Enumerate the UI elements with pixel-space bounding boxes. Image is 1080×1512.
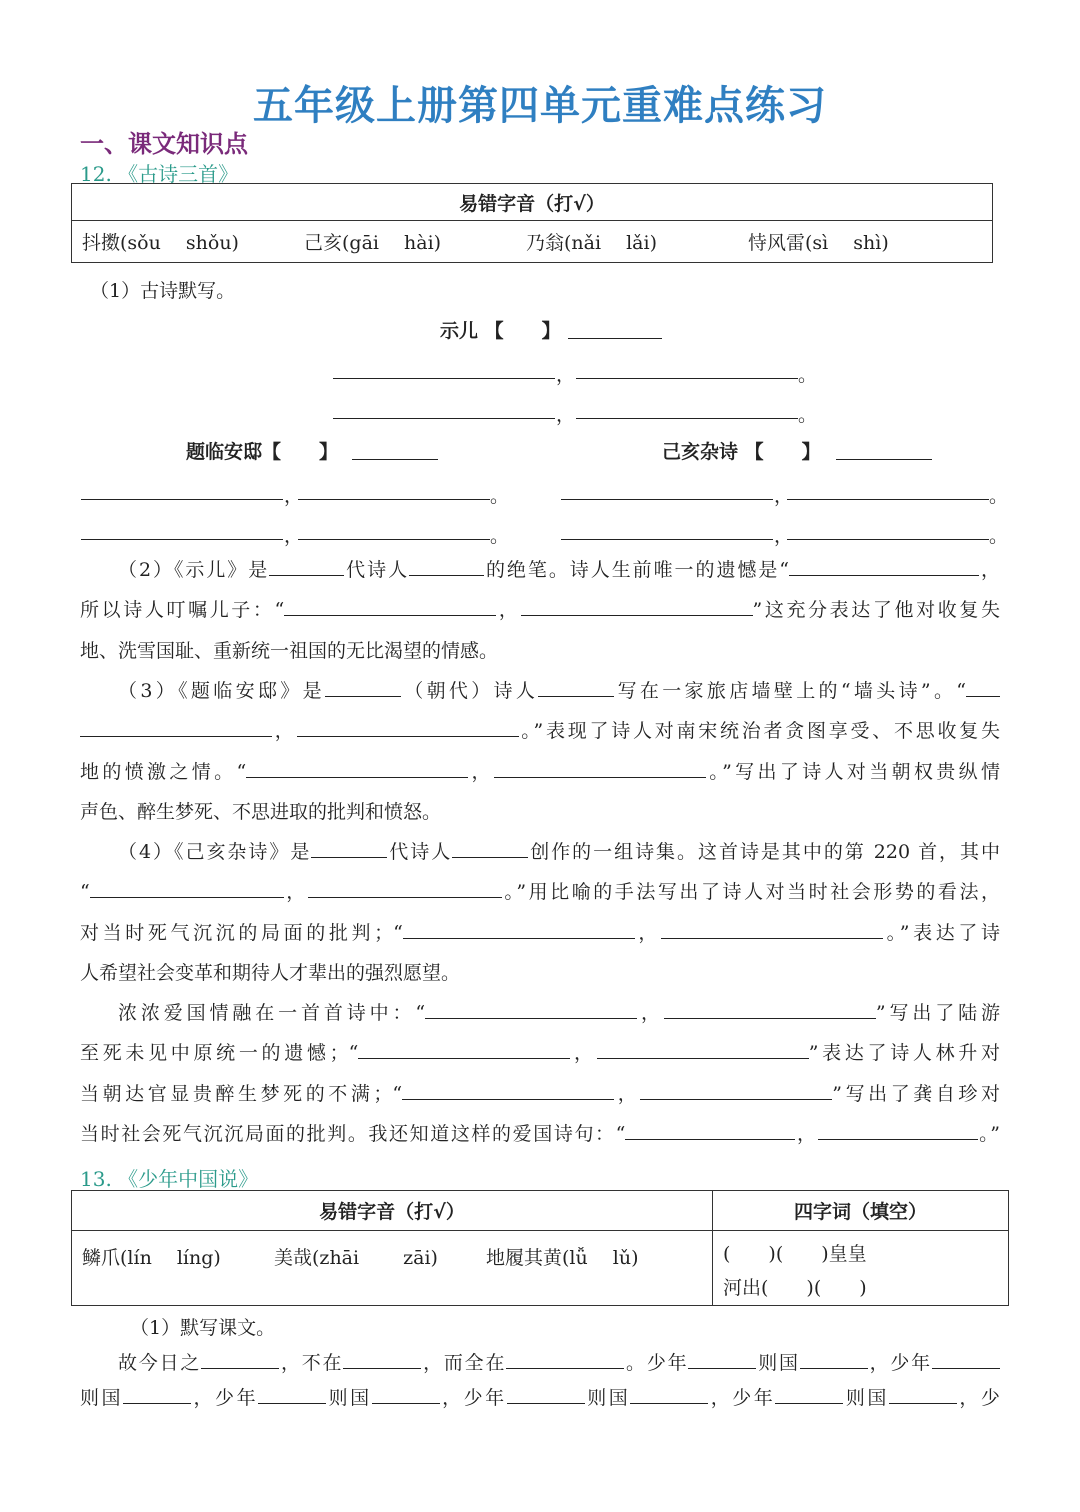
- answer-blank[interactable]: [81, 539, 283, 540]
- comma: ，: [284, 525, 304, 547]
- table-header-left: 易错字音（打√）: [72, 1191, 713, 1231]
- period: 。: [989, 525, 1009, 547]
- question-4: （4）《己亥杂诗》是 代诗人 创作的一组诗集。这首诗是其中的第 220 首，其中 “ ， 。”用比喻的手法写出了诗人对当时社会形势的看法， 对当时死气沉沉的局面的批判；“ ， 。”表达了诗 人希望社会变革和期待人才辈出的强烈愿望。: [80, 832, 1000, 993]
- word-item: ( )( )皇皇: [723, 1243, 867, 1265]
- answer-blank[interactable]: [325, 676, 401, 697]
- answer-blank[interactable]: [269, 555, 344, 576]
- pronunciation-table-12: [71, 183, 993, 263]
- answer-blank[interactable]: [521, 595, 753, 616]
- word-item: 河出( )( ): [723, 1277, 867, 1299]
- answer-blank[interactable]: [561, 539, 773, 540]
- question-3: （3）《题临安邸》是 （朝代）诗人 写在一家旅店墙壁上的“墙头诗”。“ ， 。”表现了诗人对南宋统治者贪图享受、不思收复失 地的愤激之情。“ ， 。”写出了诗人对当朝权贵纵情 声色、醉生梦死、不思进取的批判和愤怒。: [80, 671, 1000, 832]
- answer-blank[interactable]: [688, 1348, 756, 1369]
- answer-blank[interactable]: [889, 1383, 957, 1404]
- answer-blank[interactable]: [787, 539, 989, 540]
- pronunciation-item: 鳞爪(lín líng): [82, 1247, 221, 1269]
- answer-blank[interactable]: [246, 757, 468, 778]
- question-1: （1）古诗默写。: [90, 280, 236, 302]
- table-header-right: 四字词（填空）: [713, 1191, 1009, 1231]
- answer-blank[interactable]: [297, 716, 519, 737]
- question-5: 浓浓爱国情融在一首首诗中：“ ， ”写出了陆游 至死未见中原统一的遗憾；“ ， ”表达了诗人林升对 当朝达官显贵醉生梦死的不满；“ ， ”写出了龚自珍对 当时社会死气沉沉局面的批判。我还知道这样的爱国诗句：“ ， 。”: [80, 993, 1000, 1154]
- pronunciation-item: 乃翁(nǎi lǎi): [526, 232, 658, 254]
- pronunciation-item: 恃风雷(sì shì): [748, 232, 889, 254]
- answer-blank[interactable]: [630, 1383, 708, 1404]
- answer-blank[interactable]: [81, 499, 283, 500]
- answer-blank[interactable]: [409, 555, 484, 576]
- answer-blank[interactable]: [506, 1348, 624, 1369]
- question-13-1: （1）默写课文。: [130, 1317, 276, 1339]
- answer-blank[interactable]: [258, 1383, 326, 1404]
- period: 。: [490, 485, 510, 507]
- answer-blank[interactable]: [597, 1038, 809, 1059]
- comma: ，: [774, 485, 794, 507]
- pronunciation-item: 抖擞(sǒu shǒu): [82, 232, 239, 254]
- answer-blank[interactable]: [298, 539, 490, 540]
- answer-blank[interactable]: [932, 1348, 1000, 1369]
- author-blank[interactable]: [352, 459, 438, 460]
- answer-blank[interactable]: [561, 499, 773, 500]
- period: 。: [798, 404, 818, 426]
- answer-blank[interactable]: [372, 1383, 440, 1404]
- poem-title-tilinanbi: 题临安邸【 】: [186, 441, 339, 463]
- pronunciation-item: 美哉(zhāi zāi): [274, 1247, 438, 1269]
- lesson-13-heading: 13. 《少年中国说》: [80, 1167, 259, 1191]
- answer-blank[interactable]: [403, 918, 635, 939]
- four-char-words: [713, 1231, 1009, 1306]
- pronunciation-item: 地履其黄(lǚ lǔ): [486, 1247, 639, 1269]
- pronunciation-table-13: [71, 1190, 1009, 1306]
- answer-blank[interactable]: [402, 1079, 614, 1100]
- author-blank[interactable]: [568, 338, 662, 339]
- pronunciation-row: [72, 1231, 713, 1306]
- answer-blank[interactable]: [90, 877, 284, 898]
- answer-blank[interactable]: [775, 1383, 843, 1404]
- answer-blank[interactable]: [640, 1079, 832, 1100]
- answer-blank[interactable]: [576, 418, 798, 419]
- answer-blank[interactable]: [333, 378, 555, 379]
- answer-blank[interactable]: [800, 1348, 868, 1369]
- page-title: 五年级上册第四单元重难点练习: [253, 83, 827, 129]
- answer-blank[interactable]: [343, 1348, 421, 1369]
- section-heading: 一、课文知识点: [80, 130, 248, 158]
- answer-blank[interactable]: [333, 418, 555, 419]
- period: 。: [490, 525, 510, 547]
- comma: ，: [774, 525, 794, 547]
- answer-blank[interactable]: [966, 676, 1000, 697]
- answer-blank[interactable]: [311, 837, 387, 858]
- answer-blank[interactable]: [507, 1383, 585, 1404]
- answer-blank[interactable]: [425, 998, 637, 1019]
- answer-blank[interactable]: [664, 998, 876, 1019]
- period: 。: [798, 364, 818, 386]
- author-blank[interactable]: [836, 459, 932, 460]
- pronunciation-row: [72, 221, 993, 263]
- lesson-12-heading: 12. 《古诗三首》: [80, 162, 239, 186]
- answer-blank[interactable]: [818, 1119, 978, 1140]
- answer-blank[interactable]: [358, 1038, 570, 1059]
- answer-blank[interactable]: [452, 837, 528, 858]
- answer-blank[interactable]: [494, 757, 706, 778]
- answer-blank[interactable]: [80, 716, 272, 737]
- answer-blank[interactable]: [284, 595, 496, 616]
- answer-blank[interactable]: [201, 1348, 279, 1369]
- comma: ，: [556, 364, 576, 386]
- poem-title-shier: 示儿 【 】: [440, 320, 561, 342]
- answer-blank[interactable]: [298, 499, 490, 500]
- comma: ，: [556, 404, 576, 426]
- answer-blank[interactable]: [538, 676, 614, 697]
- pronunciation-item: 己亥(gāi hài): [304, 232, 442, 254]
- question-2: （2）《示儿》是 代诗人 的绝笔。诗人生前唯一的遗憾是“ ， 所以诗人叮嘱儿子：“ ， ”这充分表达了他对收复失 地、洗雪国耻、重新统一祖国的无比渴望的情感。: [80, 550, 1000, 671]
- answer-blank[interactable]: [789, 555, 979, 576]
- answer-blank[interactable]: [787, 499, 989, 500]
- answer-blank[interactable]: [661, 918, 883, 939]
- recite-text: 故今日之 ，不在 ，而全在 。少年 则国 ，少年 则国 ，少年 则国 ，少年 则国 ，少年 则国 ，少: [80, 1346, 1000, 1416]
- period: 。: [989, 485, 1009, 507]
- poem-title-jihaizashi: 己亥杂诗 【 】: [662, 441, 821, 463]
- comma: ，: [284, 485, 304, 507]
- answer-blank[interactable]: [576, 378, 798, 379]
- answer-blank[interactable]: [123, 1383, 191, 1404]
- answer-blank[interactable]: [308, 877, 502, 898]
- table-header: 易错字音（打√）: [72, 184, 993, 221]
- answer-blank[interactable]: [625, 1119, 795, 1140]
